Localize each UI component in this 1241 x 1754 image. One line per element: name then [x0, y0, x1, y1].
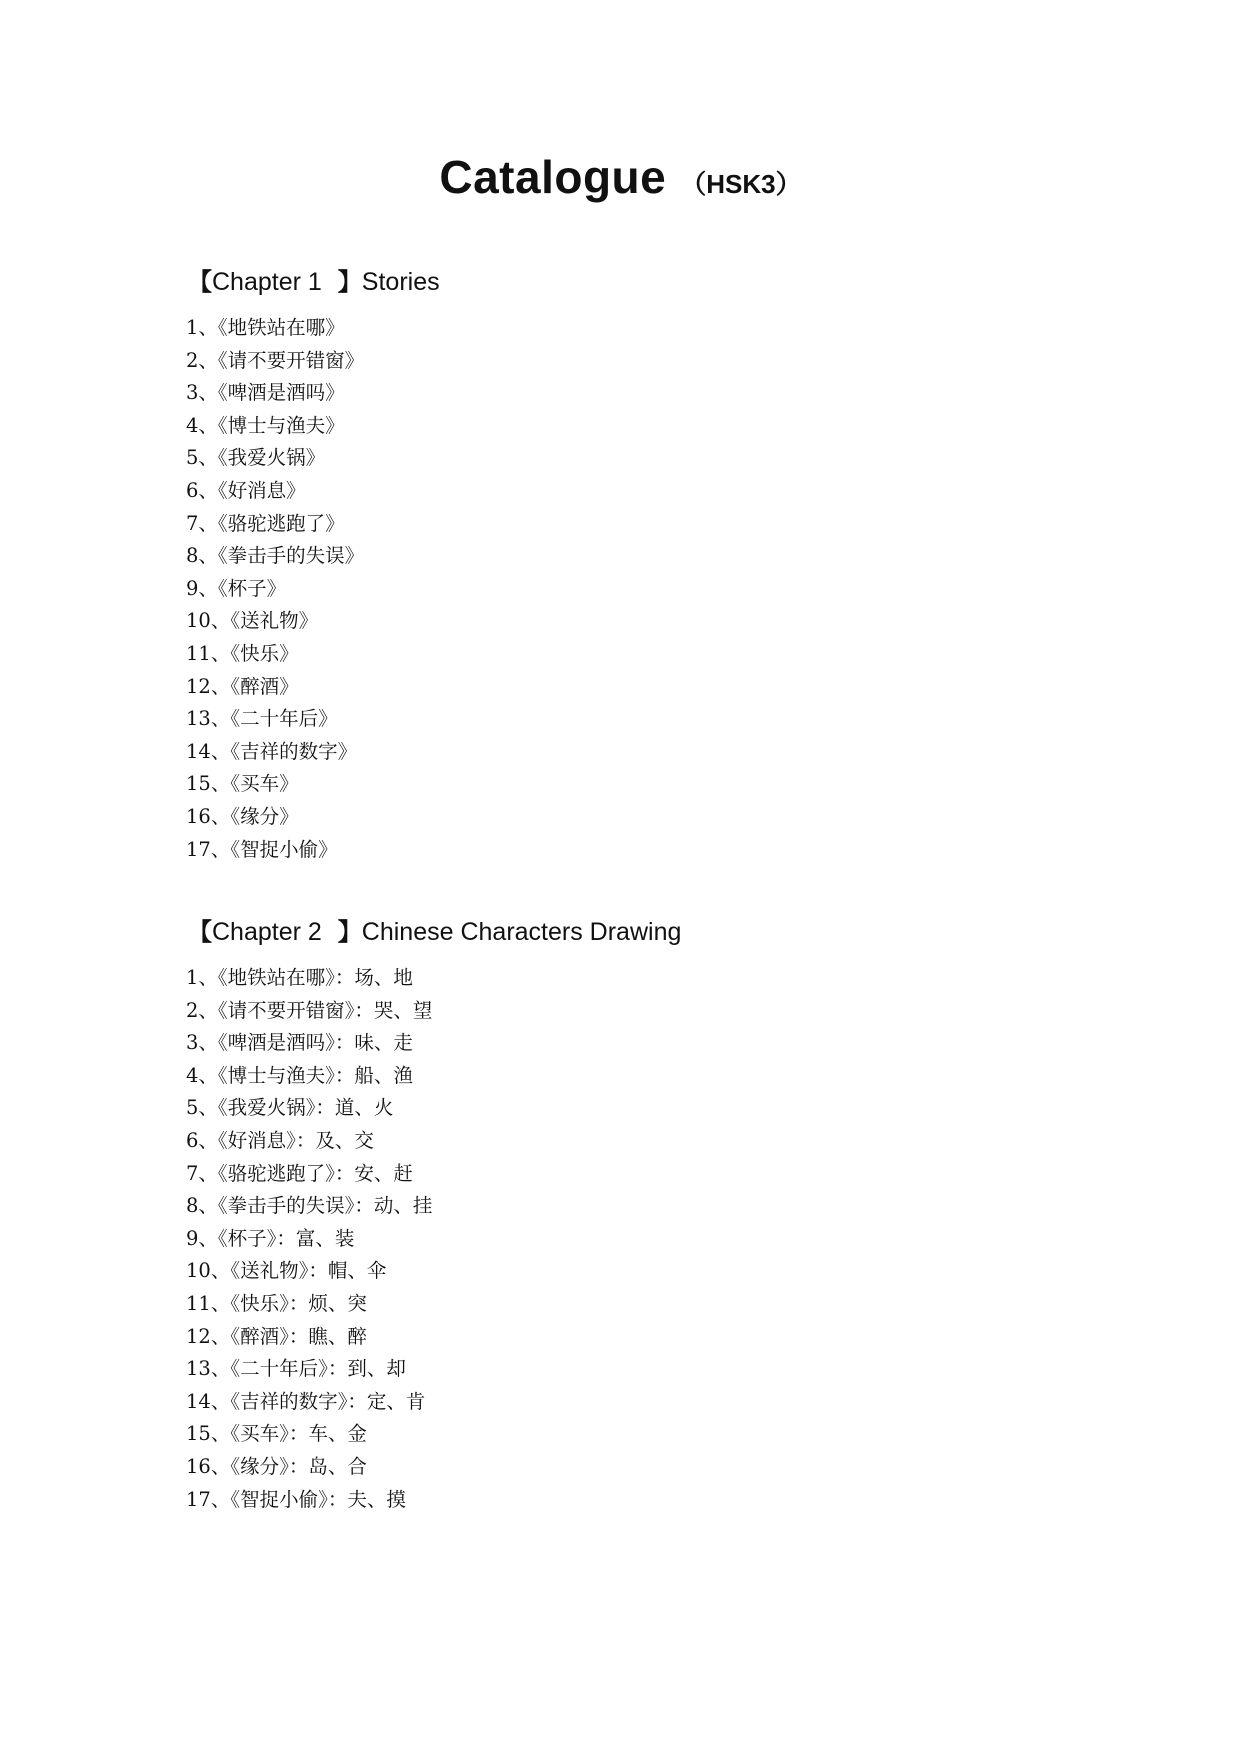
list-item: 6、《好消息》：及、交: [186, 1128, 374, 1152]
list-item: 9、《杯子》: [186, 576, 287, 600]
chapter-1-heading: [188, 262, 1086, 302]
list-item: 14、《吉祥的数字》: [186, 739, 358, 763]
title-main: Catalogue: [439, 151, 667, 203]
list-item: 16、《缘分》：岛、合: [186, 1454, 367, 1478]
chapter-1-open-bracket: 【: [188, 268, 212, 296]
list-item: 10、《送礼物》: [186, 609, 319, 633]
chapter-1-list: [186, 312, 1086, 866]
chapter-2-number: Chapter 2: [212, 918, 322, 946]
list-item: 2、《请不要开错窗》: [186, 348, 365, 372]
list-item: 4、《博士与渔夫》: [186, 413, 345, 437]
chapter-2-open-bracket: 【: [188, 918, 212, 946]
list-item: 2、《请不要开错窗》：哭、望: [186, 998, 433, 1022]
list-item: 12、《醉酒》: [186, 674, 299, 698]
list-item: 13、《二十年后》: [186, 707, 338, 731]
list-item: 11、《快乐》: [186, 641, 299, 665]
list-item: 14、《吉祥的数字》：定、肯: [186, 1389, 426, 1413]
list-item: 13、《二十年后》：到、却: [186, 1357, 406, 1381]
page-title: [0, 150, 1241, 204]
list-item: 12、《醉酒》：瞧、醉: [186, 1324, 367, 1348]
list-item: 8、《拳击手的失误》：动、挂: [186, 1194, 433, 1218]
list-item: 17、《智捉小偷》: [186, 837, 338, 861]
chapter-1-number: Chapter 1: [212, 268, 322, 296]
list-item: 7、《骆驼逃跑了》：安、赶: [186, 1161, 413, 1185]
chapter-2-heading: [188, 912, 1086, 952]
list-item: 8、《拳击手的失误》: [186, 544, 365, 568]
chapter-2-close-bracket: 】: [337, 918, 362, 946]
list-item: 15、《买车》: [186, 772, 299, 796]
chapter-2-list: [186, 962, 1086, 1516]
title-suffix: （HSK3）: [680, 169, 802, 199]
chapter-2-section: [186, 912, 1086, 1516]
chapter-1-close-bracket: 】: [337, 268, 362, 296]
list-item: 1、《地铁站在哪》：场、地: [186, 966, 413, 989]
list-item: 4、《博士与渔夫》：船、渔: [186, 1063, 413, 1087]
list-item: 16、《缘分》: [186, 804, 299, 828]
list-item: 17、《智捉小偷》：夫、摸: [186, 1487, 406, 1511]
list-item: 6、《好消息》: [186, 478, 306, 502]
list-item: 9、《杯子》：富、装: [186, 1226, 355, 1250]
list-item: 5、《我爱火锅》: [186, 446, 326, 470]
list-item: 3、《啤酒是酒吗》：味、走: [186, 1031, 413, 1055]
chapter-1-title: Stories: [361, 268, 440, 296]
list-item: 11、《快乐》：烦、突: [186, 1291, 367, 1315]
list-item: 15、《买车》：车、金: [186, 1422, 367, 1446]
list-item: 10、《送礼物》：帽、伞: [186, 1259, 387, 1283]
chapter-1-section: [186, 262, 1086, 866]
list-item: 7、《骆驼逃跑了》: [186, 511, 345, 535]
list-item: 1、《地铁站在哪》: [186, 316, 345, 339]
list-item: 3、《啤酒是酒吗》: [186, 381, 345, 405]
chapter-2-title: Chinese Characters Drawing: [361, 918, 682, 946]
list-item: 5、《我爱火锅》：道、火: [186, 1096, 394, 1120]
